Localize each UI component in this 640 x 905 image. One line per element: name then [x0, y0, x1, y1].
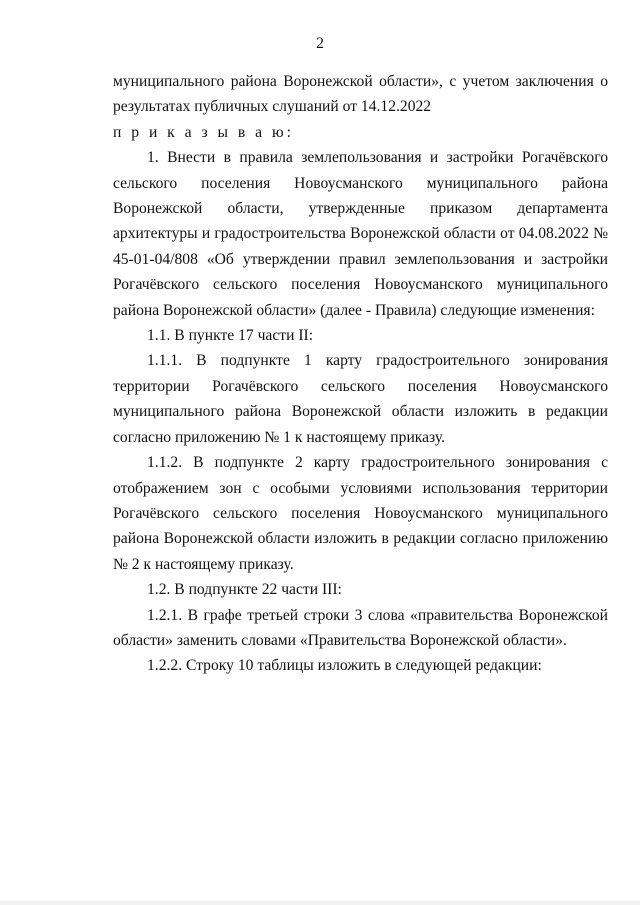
- paragraph-item-1: 1. Внести в правила землепользования и застройки Рогачёвского сельского поселения Новоусманского муниципального района Воронежской области, утвержденные приказом департамента архитектуры и градостроительства Воронежской области от 04.08.2022 № 45-01-04/808 «Об утверждении правил землепользования и застройки Рогачёвского сельского поселения Новоусманского муниципального района Воронежской области» (далее - Правила) следующие изменения:: [113, 149, 608, 319]
- page-bottom-edge: [0, 901, 640, 905]
- paragraph-intro-continuation: муниципального района Воронежской области», с учетом заключения о результатах публичных слушаний от 14.12.2022: [113, 73, 608, 116]
- paragraph-item-1-1: 1.1. В пункте 17 части II:: [147, 327, 314, 345]
- paragraph-item-1-1-1: 1.1.1. В подпункте 1 карту градостроительного зонирования территории Рогачёвского сельского поселения Новоусманского муниципального района Воронежской области изложить в редакции согласно приложению № 1 к настоящему приказу.: [113, 352, 608, 446]
- paragraph-item-1-2-2: 1.2.2. Строку 10 таблицы изложить в следующей редакции:: [147, 657, 542, 675]
- order-keyword: п р и к а з ы в а ю:: [113, 123, 294, 141]
- page-number: 2: [316, 35, 324, 52]
- paragraph-item-1-1-2: 1.1.2. В подпункте 2 карту градостроительного зонирования с отображением зон с особыми условиями использования территории Рогачёвского сельского поселения Новоусманского муниципального района Воронежской области изложить в редакции согласно приложению № 2 к настоящему приказу.: [113, 454, 608, 573]
- paragraph-item-1-2-1: 1.2.1. В графе третьей строки 3 слова «правительства Воронежской области» заменить словами «Правительства Воронежской области».: [113, 606, 608, 649]
- paragraph-item-1-2: 1.2. В подпункте 22 части III:: [147, 581, 342, 599]
- document-body: [113, 69, 608, 679]
